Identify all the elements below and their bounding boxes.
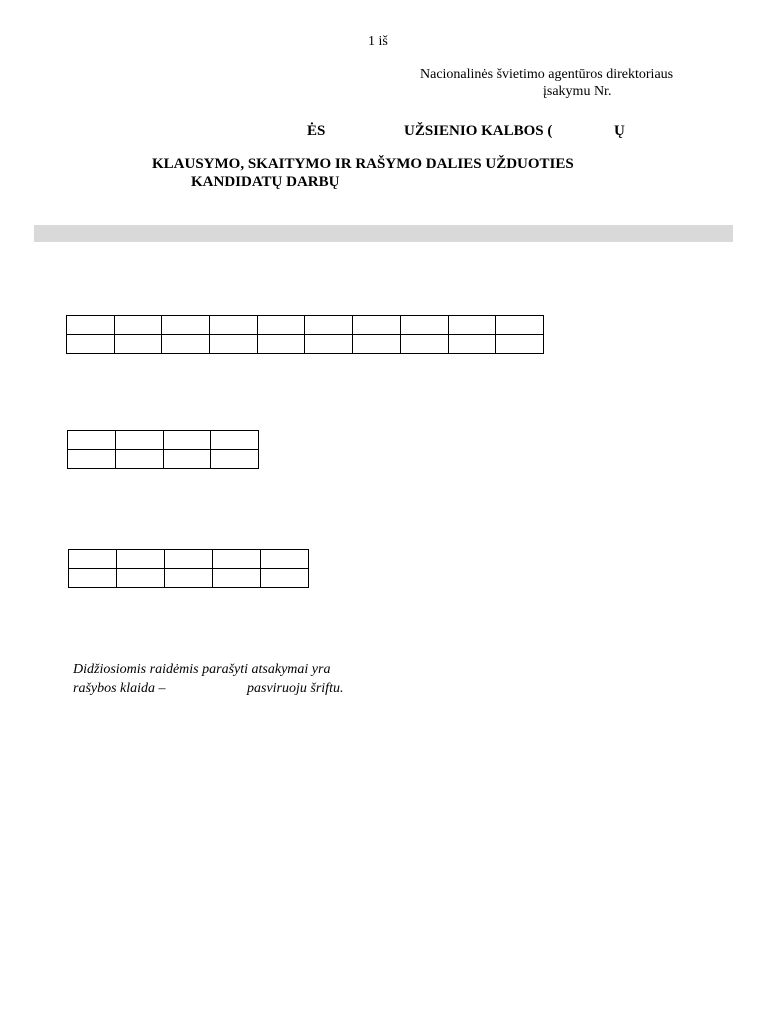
table-cell (353, 316, 401, 335)
note-line-2-part-b: pasviruoju šriftu. (247, 681, 344, 696)
table-cell (114, 335, 162, 354)
table-cell (400, 316, 448, 335)
title-line-2: KLAUSYMO, SKAITYMO IR RAŠYMO DALIES UŽDUOTIES (152, 156, 574, 172)
table-cell (211, 450, 259, 469)
table-cell (162, 316, 210, 335)
approval-line-1: Nacionalinės švietimo agentūros direktoriaus (420, 67, 674, 82)
table-cell (400, 335, 448, 354)
table-row (68, 431, 259, 450)
table-cell (163, 450, 211, 469)
table-row (69, 569, 309, 588)
table-cell (117, 550, 165, 569)
table-cell (210, 316, 258, 335)
table-cell (213, 550, 261, 569)
title-line-1-part-b: UŽSIENIO KALBOS ( (404, 123, 553, 139)
table-cell (69, 569, 117, 588)
table-cell (67, 335, 115, 354)
table-cell (165, 569, 213, 588)
table-cell (211, 431, 259, 450)
table-cell (115, 431, 163, 450)
table-cell (257, 335, 305, 354)
table-cell (496, 335, 544, 354)
table-cell (213, 569, 261, 588)
title-line-1-part-c: Ų (614, 123, 625, 139)
approval-line-2: įsakymu Nr. (543, 84, 612, 99)
table-cell (261, 550, 309, 569)
table-cell (67, 316, 115, 335)
table-cell (448, 335, 496, 354)
table-row (67, 335, 544, 354)
table-cell (162, 335, 210, 354)
table-cell (448, 316, 496, 335)
title-line-3: KANDIDATŲ DARBŲ (191, 174, 340, 190)
table-cell (305, 316, 353, 335)
table-cell (117, 569, 165, 588)
table-cell (496, 316, 544, 335)
table-cell (165, 550, 213, 569)
answer-grid-1 (66, 315, 544, 354)
table-cell (305, 335, 353, 354)
table-cell (261, 569, 309, 588)
table-row (67, 316, 544, 335)
answer-grid-2 (67, 430, 259, 469)
note-line-2-part-a: rašybos klaida – (73, 681, 166, 696)
section-header-bar (34, 225, 733, 242)
table-cell (69, 550, 117, 569)
table-row (69, 550, 309, 569)
title-line-1-part-a: ĖS (307, 123, 326, 139)
page-number: 1 iš (368, 34, 388, 49)
table-cell (353, 335, 401, 354)
table-cell (257, 316, 305, 335)
table-cell (210, 335, 258, 354)
table-cell (163, 431, 211, 450)
table-cell (114, 316, 162, 335)
table-cell (68, 450, 116, 469)
note-line-1: Didžiosiomis raidėmis parašyti atsakymai yra (73, 662, 331, 677)
table-row (68, 450, 259, 469)
table-cell (115, 450, 163, 469)
answer-grid-3 (68, 549, 309, 588)
table-cell (68, 431, 116, 450)
